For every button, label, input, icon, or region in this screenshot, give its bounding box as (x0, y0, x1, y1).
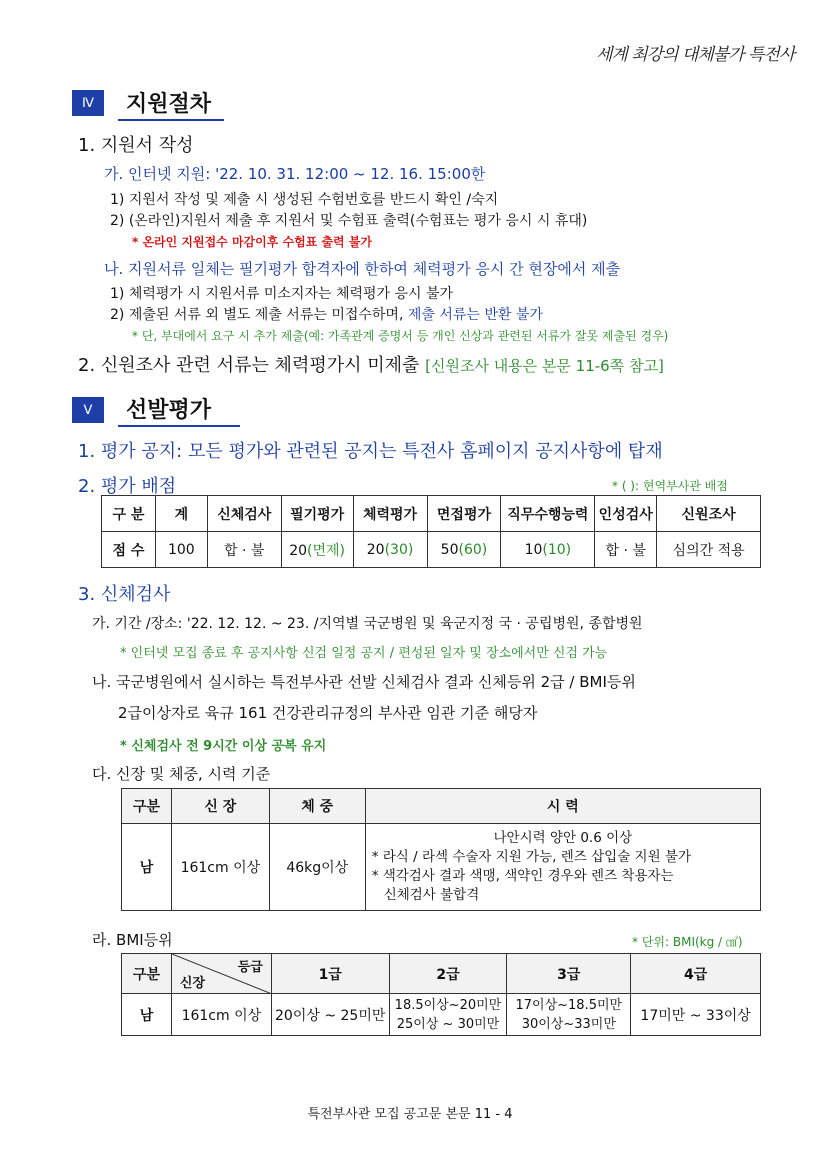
score-interview-sub: (60) (458, 541, 488, 558)
score-header: 신원조사 (657, 496, 761, 532)
s4-na2-a: 2) 제출된 서류 외 별도 제출 서류는 미접수하며, (110, 307, 408, 323)
score-total: 100 (155, 532, 207, 568)
s4-ga1: 1) 지원서 작성 및 제출 시 생성된 수험번호를 반드시 확인 /숙지 (110, 192, 499, 208)
s3-da: 다. 신장 및 체중, 시력 기준 (92, 765, 271, 783)
s3-na-line2: 2급이상자로 육규 161 건강관리규정의 부사관 임관 기준 해당자 (118, 704, 538, 722)
s4-na: 나. 지원서류 일체는 필기평가 합격자에 한하여 체력평가 응시 간 현장에서 제출 (104, 260, 621, 278)
score-fitness-main: 20 (366, 541, 385, 558)
s4-item2-b: [신원조사 내용은 본문 11-6쪽 참고] (425, 357, 664, 375)
score-fitness-sub: (30) (384, 541, 414, 558)
vision-line: * 라식 / 라섹 수술자 지원 가능, 렌즈 삽입술 지원 불가 (371, 849, 692, 865)
score-duty-main: 10 (524, 541, 543, 558)
score-personality: 합 · 불 (595, 532, 657, 568)
score-written-main: 20 (289, 542, 308, 559)
body-weight: 46kg이상 (269, 824, 365, 911)
s5-item3: 3. 신체검사 (78, 584, 171, 605)
score-row-label: 점 수 (102, 532, 156, 568)
body-header: 신 장 (171, 789, 269, 824)
bmi-g3-a: 17이상~18.5미만 (515, 997, 623, 1013)
score-background: 심의간 적용 (657, 532, 761, 568)
score-fitness (353, 532, 427, 568)
score-written (281, 532, 353, 568)
bmi-g2 (389, 994, 507, 1036)
s4-na-note: * 단, 부대에서 요구 시 추가 제출(예: 가족관계 증명서 등 개인 신상과 관련된 서류가 잘못 제출된 경우) (132, 329, 669, 343)
bmi-value-row (122, 994, 761, 1036)
body-header: 체 중 (269, 789, 365, 824)
s3-ra-unit: * 단위: BMI(kg / ㎠) (632, 935, 743, 949)
vision-line: * 색각검사 결과 색맹, 색약인 경우와 렌즈 착용자는 (371, 868, 674, 884)
score-header: 구 분 (102, 496, 156, 532)
score-header-row (102, 496, 761, 532)
score-interview (427, 532, 501, 568)
s4-na2 (110, 304, 543, 324)
bmi-table (121, 953, 761, 1036)
s4-ga2: 2) (온라인)지원서 제출 후 지원서 및 수험표 출력(수험표는 평가 응시 시 휴대) (110, 213, 588, 229)
section-5-title: 선발평가 (126, 398, 212, 423)
section-5-underline (118, 425, 240, 427)
s3-ga-note: * 인터넷 모집 종료 후 공지사항 신검 일정 공지 / 편성된 일자 및 장소에서만 신검 가능 (120, 646, 608, 661)
score-header: 인성검사 (595, 496, 657, 532)
vision-line: 신체검사 불합격 (383, 887, 480, 903)
vision-line: 나안시력 양안 0.6 이상 (493, 830, 633, 846)
bmi-g3-b: 30이상~33미만 (521, 1016, 616, 1032)
body-header: 시 력 (365, 789, 760, 824)
s3-na-line1: 나. 국군병원에서 실시하는 특전부사관 선발 신체검사 결과 신체등위 2급 / BMI등위 (92, 673, 636, 691)
s3-na-note: * 신체검사 전 9시간 이상 공복 유지 (120, 739, 327, 754)
bmi-col0: 구분 (122, 954, 172, 994)
s5-item1: 1. 평가 공지: 모든 평가와 관련된 공지는 특전사 홈페이지 공지사항에 탑재 (78, 441, 663, 462)
logo-slogan: 세계 최강의 대체불가 특전사 (596, 45, 795, 65)
score-header: 체력평가 (353, 496, 427, 532)
bmi-g2-a: 18.5이상~20미만 (394, 997, 502, 1013)
body-height: 161cm 이상 (171, 824, 269, 911)
score-interview-main: 50 (440, 541, 459, 558)
body-header: 구분 (122, 789, 172, 824)
s4-na1: 1) 체력평가 시 지원서류 미소지자는 체력평가 응시 불가 (110, 286, 454, 302)
body-vision (365, 824, 760, 911)
bmi-grade: 2급 (389, 954, 507, 994)
s3-ga: 가. 기간 /장소: '22. 12. 12. ~ 23. /지역별 국군병원 및 육군지정 국 · 공립병원, 종합병원 (92, 616, 643, 632)
bmi-diag-cell (171, 954, 271, 994)
s4-ga-note: * 온라인 지원접수 마감이후 수험표 출력 불가 (132, 235, 372, 249)
bmi-grade: 4급 (631, 954, 761, 994)
s4-item1: 1. 지원서 작성 (78, 135, 194, 156)
score-duty (501, 532, 595, 568)
bmi-grade: 3급 (507, 954, 631, 994)
section-4-badge: Ⅳ (72, 90, 104, 116)
bmi-diag-top: 등급 (237, 960, 263, 975)
score-duty-sub: (10) (542, 541, 572, 558)
s4-ga: 가. 인터넷 지원: '22. 10. 31. 12:00 ~ 12. 16. 15:00한 (104, 165, 486, 183)
bmi-diag-bottom: 신장 (179, 976, 206, 991)
score-written-sub: (면제) (307, 542, 346, 559)
bmi-grade: 1급 (271, 954, 389, 994)
body-header-row (122, 789, 761, 824)
bmi-g4: 17미만 ~ 33이상 (631, 994, 761, 1036)
score-physical: 합 · 불 (207, 532, 281, 568)
s4-item2 (78, 351, 664, 377)
s5-item2-note: * ( ): 현역부사관 배점 (612, 479, 728, 493)
score-header: 필기평가 (281, 496, 353, 532)
bmi-sex: 남 (122, 994, 172, 1036)
score-value-row (102, 532, 761, 568)
s5-item2: 2. 평가 배점 (78, 476, 177, 497)
score-header: 직무수행능력 (501, 496, 595, 532)
score-header: 면접평가 (427, 496, 501, 532)
body-table (121, 788, 761, 911)
bmi-header-row (122, 954, 761, 994)
bmi-g1: 20이상 ~ 25미만 (271, 994, 389, 1036)
bmi-g2-b: 25이상 ~ 30미만 (396, 1016, 500, 1032)
section-4-underline (118, 119, 224, 121)
page-footer: 특전부사관 모집 공고문 본문 11 - 4 (307, 1107, 513, 1122)
s4-item2-a: 2. 신원조사 관련 서류는 체력평가시 미제출 (78, 355, 426, 376)
section-5-badge: Ⅴ (72, 397, 104, 423)
score-header: 계 (155, 496, 207, 532)
section-4-title: 지원절차 (126, 92, 212, 117)
body-sex: 남 (122, 824, 172, 911)
body-value-row (122, 824, 761, 911)
score-table (101, 495, 761, 568)
s3-ra: 라. BMI등위 (92, 931, 173, 949)
score-header: 신체검사 (207, 496, 281, 532)
bmi-g3 (507, 994, 631, 1036)
s4-na2-b: 제출 서류는 반환 불가 (407, 307, 543, 323)
bmi-height: 161cm 이상 (171, 994, 271, 1036)
